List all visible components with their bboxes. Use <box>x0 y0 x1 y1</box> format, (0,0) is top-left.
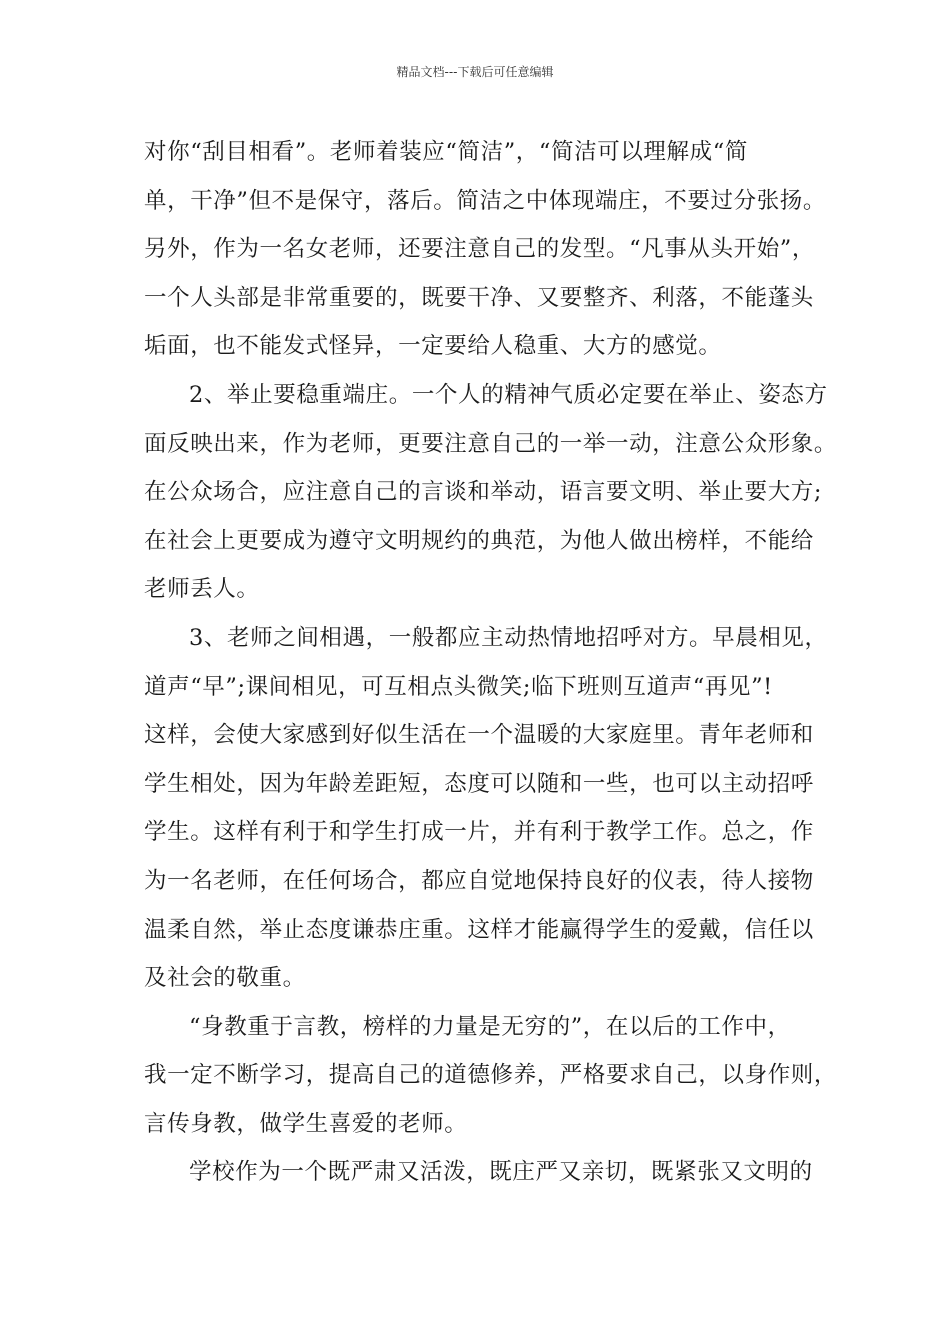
text-line: 在社会上更要成为遵守文明规约的典范，为他人做出榜样，不能给 <box>144 527 814 554</box>
text-line: 道声“早”;课间相见，可互相点头微笑;临下班则互道声“再见”! <box>144 673 773 700</box>
page-header: 精品文档---下载后可任意编辑 <box>396 65 554 79</box>
text-line: 在公众场合，应注意自己的言谈和举动，语言要文明、举止要大方; <box>144 479 823 506</box>
text-line: 我一定不断学习，提高自己的道德修养，严格要求自己，以身作则， <box>144 1062 838 1089</box>
paragraph-start-line: 学校作为一个既严肃又活泼，既庄严又亲切，既紧张又文明的 <box>189 1159 813 1186</box>
text-line: 对你“刮目相看”。老师着装应“简洁”，“简洁可以理解成“简 <box>144 139 748 165</box>
text-line: 老师丢人。 <box>144 576 260 603</box>
text-line: 学生相处，因为年龄差距短，态度可以随和一些，也可以主动招呼 <box>144 770 814 797</box>
text-line: 单，干净”但不是保守，落后。简洁之中体现端庄，不要过分张扬。 <box>144 187 827 214</box>
text-line: 另外，作为一名女老师，还要注意自己的发型。“凡事从头开始”， <box>144 236 816 263</box>
text-line: 温柔自然，举止态度谦恭庄重。这样才能赢得学生的爱戴，信任以 <box>144 916 814 943</box>
paragraph-start-line: 3、老师之间相遇，一般都应主动热情地招呼对方。早晨相见， <box>189 624 828 651</box>
text-line: 及社会的敬重。 <box>144 965 306 992</box>
paragraph-start-line: “身教重于言教，榜样的力量是无穷的”，在以后的工作中， <box>189 1013 791 1040</box>
document-body <box>144 128 838 1197</box>
text-line: 一个人头部是非常重要的，既要干净、又要整齐、利落，不能蓬头 <box>144 284 814 311</box>
text-line: 言传身教，做学生喜爱的老师。 <box>144 1110 468 1137</box>
text-line: 为一名老师，在任何场合，都应自觉地保持良好的仪表，待人接物 <box>144 867 814 894</box>
text-line: 这样，会使大家感到好似生活在一个温暖的大家庭里。青年老师和 <box>144 722 814 749</box>
text-line: 学生。这样有利于和学生打成一片，并有利于教学工作。总之，作 <box>144 819 814 846</box>
text-line: 面反映出来，作为老师，更要注意自己的一举一动，注意公众形象。 <box>144 430 838 457</box>
text-line: 垢面，也不能发式怪异，一定要给人稳重、大方的感觉。 <box>144 333 722 360</box>
paragraph-start-line: 2、举止要稳重端庄。一个人的精神气质必定要在举止、姿态方 <box>189 381 828 408</box>
